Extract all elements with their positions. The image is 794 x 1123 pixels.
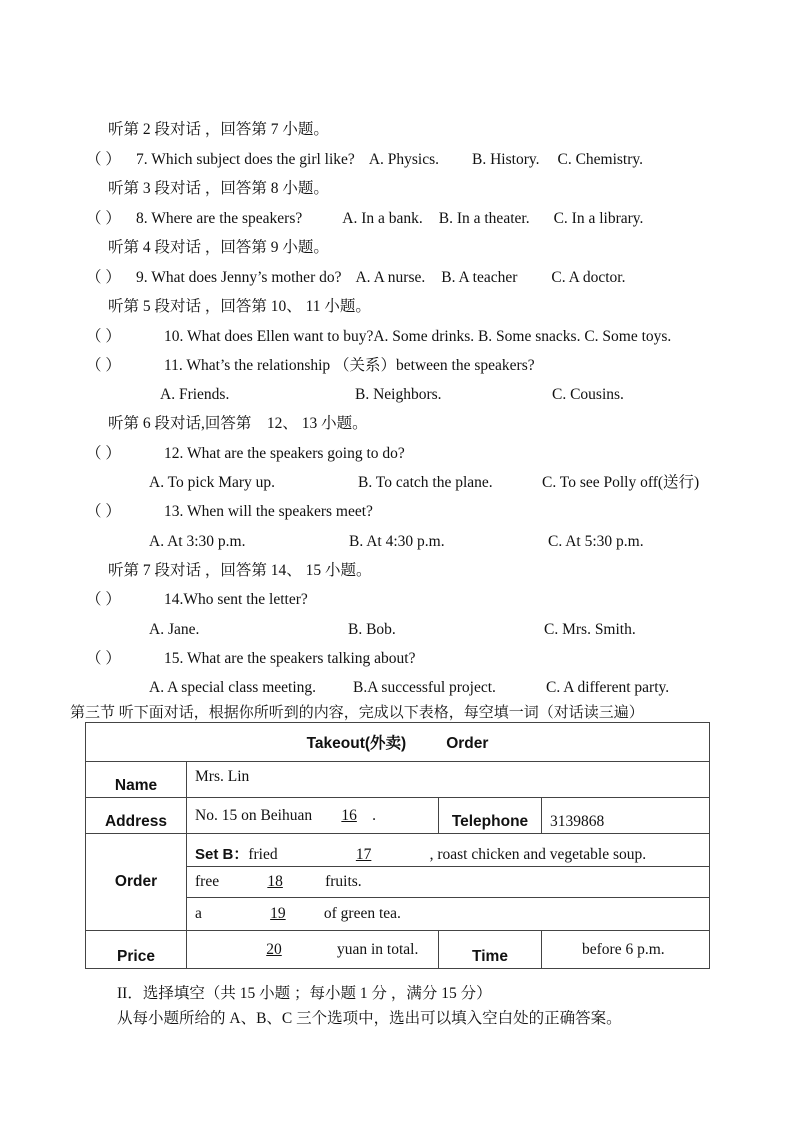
free-pre: free	[195, 873, 220, 890]
option-b: B. History.	[472, 151, 540, 168]
tea-post: of green tea.	[323, 905, 401, 922]
section3-heading: 第三节 听下面对话，根据你所听到的内容，完成以下表格，每空填一词（对话读三遍）	[70, 705, 644, 721]
question-12-options	[149, 473, 699, 493]
option-c: C. In a library.	[553, 210, 644, 227]
option-a: A. At 3:30 p.m.	[149, 533, 246, 550]
address-suffix: .	[372, 806, 376, 824]
set-b-pre: fried	[248, 846, 278, 863]
option-a: A. In a bank.	[342, 210, 423, 227]
instruction-part6: 听第 6 段对话,回答第 12、 13 小题。	[108, 415, 368, 432]
option-c: C. Chemistry.	[557, 151, 644, 168]
option-a: A. A nurse.	[355, 269, 426, 286]
question-11-options	[160, 385, 624, 405]
blank-19: 19	[270, 905, 286, 922]
table-title	[86, 723, 710, 762]
answer-paren: （ ）	[86, 151, 121, 168]
part2-instruction: 从每小题所给的 A、B、C 三个选项中，选出可以填入空白处的正确答案。	[117, 1010, 622, 1027]
question-15-options	[149, 678, 669, 698]
tea-row	[187, 898, 710, 931]
answer-paren: （ ）	[86, 591, 121, 608]
option-c: C. Mrs. Smith.	[544, 621, 636, 638]
blank-17: 17	[355, 846, 372, 863]
option-a: A. A special class meeting.	[149, 679, 317, 696]
set-b-row	[187, 834, 710, 867]
question-9	[86, 268, 626, 288]
set-b-post: , roast chicken and vegetable soup.	[429, 846, 647, 863]
question-text: 15. What are the speakers talking about?	[164, 650, 416, 667]
time-label: Time	[439, 931, 542, 969]
answer-paren: （ ）	[86, 503, 121, 520]
option-a: A. Physics.	[368, 151, 440, 168]
price-post: yuan in total.	[337, 940, 419, 958]
answer-paren: （ ）	[86, 210, 121, 227]
instruction-part7: 听第 7 段对话 ，回答第 14、 15 小题。	[108, 562, 372, 579]
question-text: 12. What are the speakers going to do?	[164, 445, 405, 462]
option-b: B. In a theater.	[438, 210, 530, 227]
question-14	[86, 590, 308, 610]
option-b: B. At 4:30 p.m.	[349, 533, 445, 550]
option-c: C. To see Polly off(送行)	[542, 474, 700, 491]
instruction-part2: 听第 2 段对话 ，回答第 7 小题。	[108, 121, 329, 138]
option-a: A. Jane.	[149, 621, 200, 638]
question-10	[86, 327, 671, 347]
option-b: B.A successful project.	[353, 679, 496, 696]
answer-paren: （ ）	[86, 445, 121, 462]
option-c: C. A different party.	[546, 679, 670, 696]
free-post: fruits.	[325, 873, 362, 890]
instruction-part3: 听第 3 段对话 ，回答第 8 小题。	[108, 180, 329, 197]
question-text: 7. Which subject does the girl like?	[136, 151, 355, 168]
question-text: 9. What does Jenny’s mother do?	[136, 269, 342, 286]
question-15	[86, 649, 416, 669]
question-11	[86, 356, 535, 376]
price-label: Price	[86, 931, 187, 969]
question-12	[86, 444, 405, 464]
option-c: C. A doctor.	[551, 269, 626, 286]
answer-paren: （ ）	[86, 328, 121, 345]
address-value	[187, 798, 439, 834]
blank-16: 16	[341, 806, 357, 824]
question-13-options	[149, 532, 644, 552]
option-c: C. Cousins.	[552, 386, 624, 403]
price-value	[187, 931, 439, 969]
instruction-part5: 听第 5 段对话 ，回答第 10、 11 小题。	[108, 298, 371, 315]
takeout-order-table	[85, 722, 710, 969]
address-prefix: No. 15 on Beihuan	[195, 806, 313, 824]
option-b: B. Neighbors.	[355, 386, 442, 403]
table-title-order: Order	[446, 735, 489, 752]
tea-pre: a	[195, 905, 202, 922]
question-text: 13. When will the speakers meet?	[164, 503, 373, 520]
question-8	[86, 209, 643, 229]
part2-heading: II．选择填空（共 15 小题 ；每小题 1 分 ，满分 15 分）	[117, 985, 492, 1002]
set-b-label: Set B：	[195, 846, 249, 863]
blank-18: 18	[267, 873, 283, 890]
blank-20: 20	[266, 940, 282, 958]
answer-paren: （ ）	[86, 269, 121, 286]
telephone-value: 3139868	[542, 798, 710, 834]
option-b: B. To catch the plane.	[358, 474, 493, 491]
question-14-options	[149, 620, 636, 640]
question-13	[86, 502, 373, 522]
table-title-takeout: Takeout(外卖)	[306, 735, 407, 752]
order-label: Order	[86, 834, 187, 931]
option-c: C. At 5:30 p.m.	[548, 533, 644, 550]
option-a: A. To pick Mary up.	[149, 474, 276, 491]
question-text: 11. What’s the relationship （关系）between the speakers?	[164, 357, 535, 374]
name-label: Name	[86, 762, 187, 798]
answer-paren: （ ）	[86, 357, 121, 374]
option-a: A. Friends.	[160, 386, 230, 403]
answer-paren: （ ）	[86, 650, 121, 667]
question-text: 14.Who sent the letter?	[164, 591, 308, 608]
time-value: before 6 p.m.	[542, 931, 710, 969]
question-7	[86, 150, 643, 170]
question-text: 8. Where are the speakers?	[136, 210, 303, 227]
telephone-label: Telephone	[439, 798, 542, 834]
option-b: B. A teacher	[441, 269, 518, 286]
name-value: Mrs. Lin	[187, 762, 710, 798]
free-row	[187, 867, 710, 898]
question-text: 10. What does Ellen want to buy?A. Some drinks. B. Some snacks. C. Some toys.	[164, 328, 672, 345]
instruction-part4: 听第 4 段对话 ，回答第 9 小题。	[108, 239, 329, 256]
option-b: B. Bob.	[348, 621, 396, 638]
address-label: Address	[86, 798, 187, 834]
